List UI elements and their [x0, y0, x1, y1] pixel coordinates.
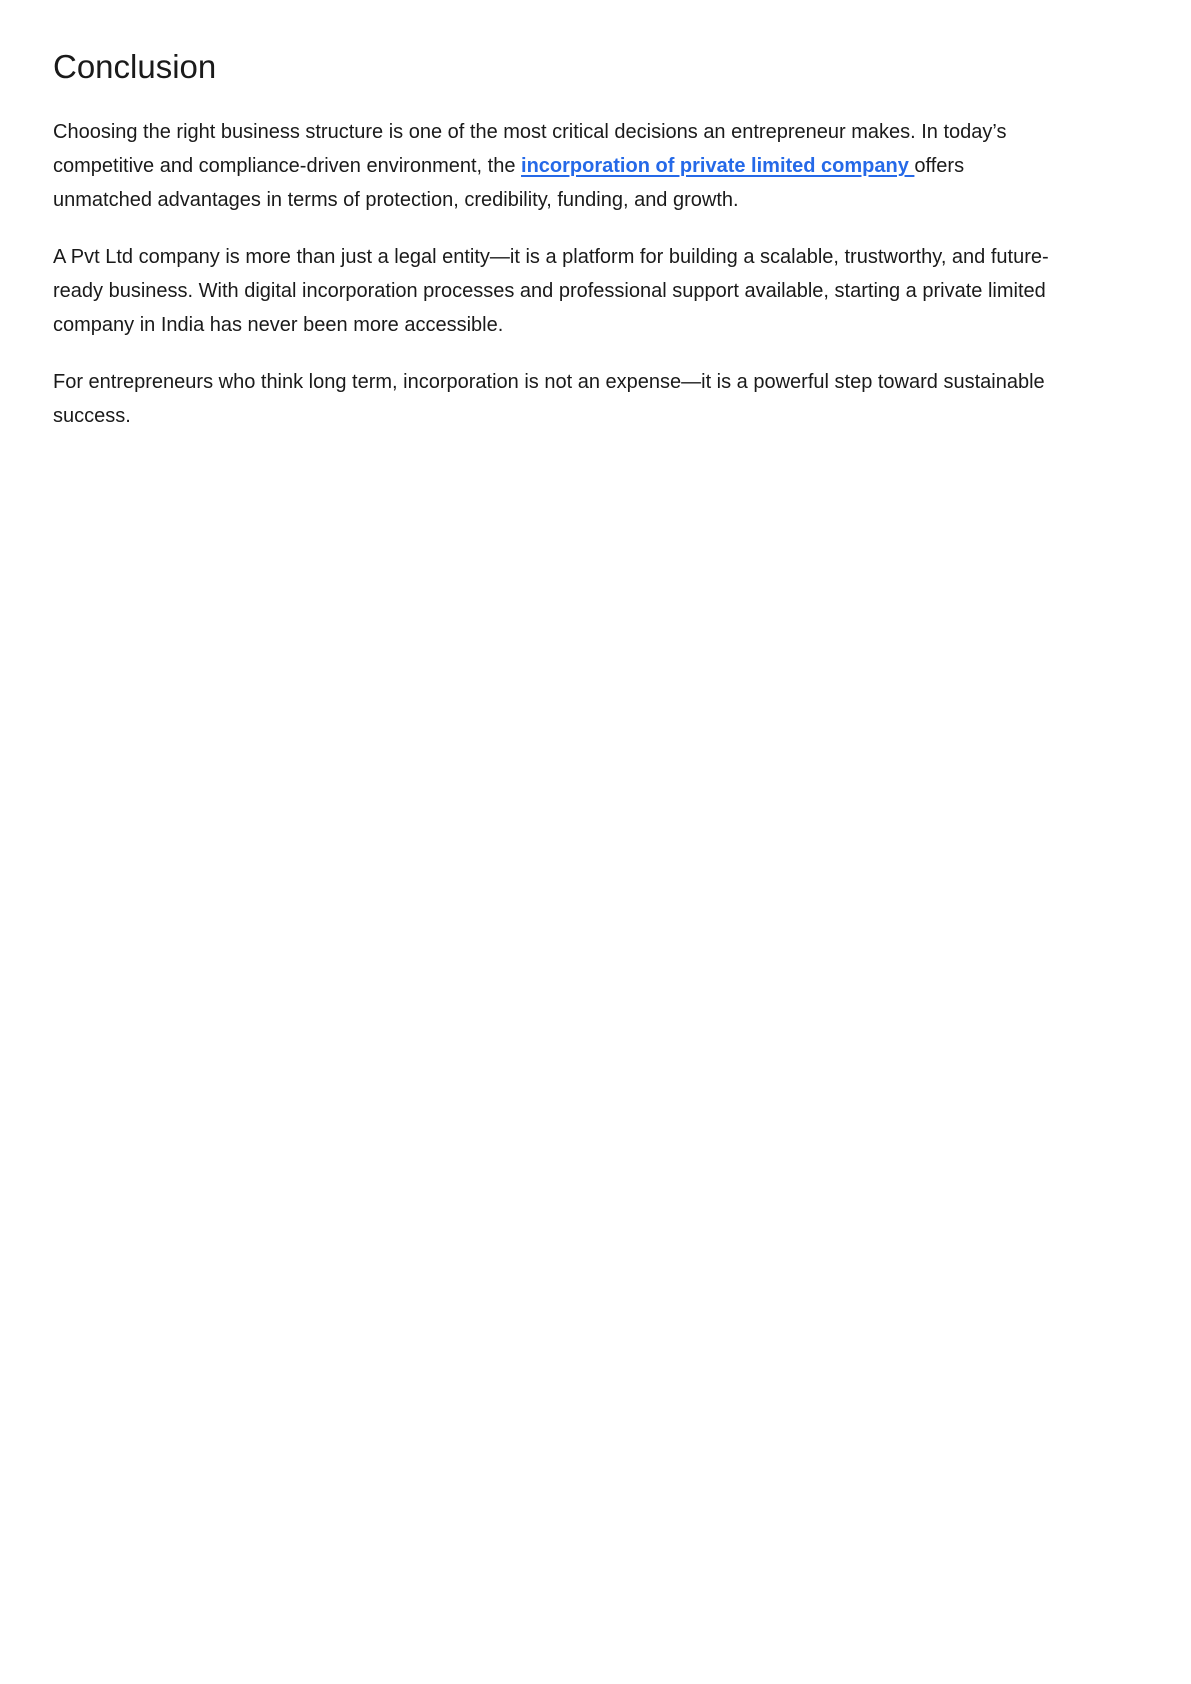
- paragraph-3: For entrepreneurs who think long term, incorporation is not an expense—it is a powerful step toward sustainable success.: [53, 371, 1045, 428]
- incorporation-of-private-limited-company-link[interactable]: incorporation of private limited company: [521, 155, 915, 178]
- paragraph-1-text-after-link: offers unmatched advantages in terms of protection, credibility, funding, and growth.: [53, 155, 965, 212]
- paragraph-2: A Pvt Ltd company is more than just a legal entity—it is a platform for building a scalable, trustworthy, and future-ready business. With digital incorporation processes and professional support available, starting a private limited company in India has never been more accessible.: [53, 246, 1049, 337]
- page-title: Conclusion: [53, 48, 217, 85]
- paragraph-1-text-before-link: Choosing the right business structure is one of the most critical decisions an entrepreneur makes. In today’s competitive and compliance-driven environment, the: [53, 121, 1007, 178]
- paragraph-1: [53, 115, 1053, 217]
